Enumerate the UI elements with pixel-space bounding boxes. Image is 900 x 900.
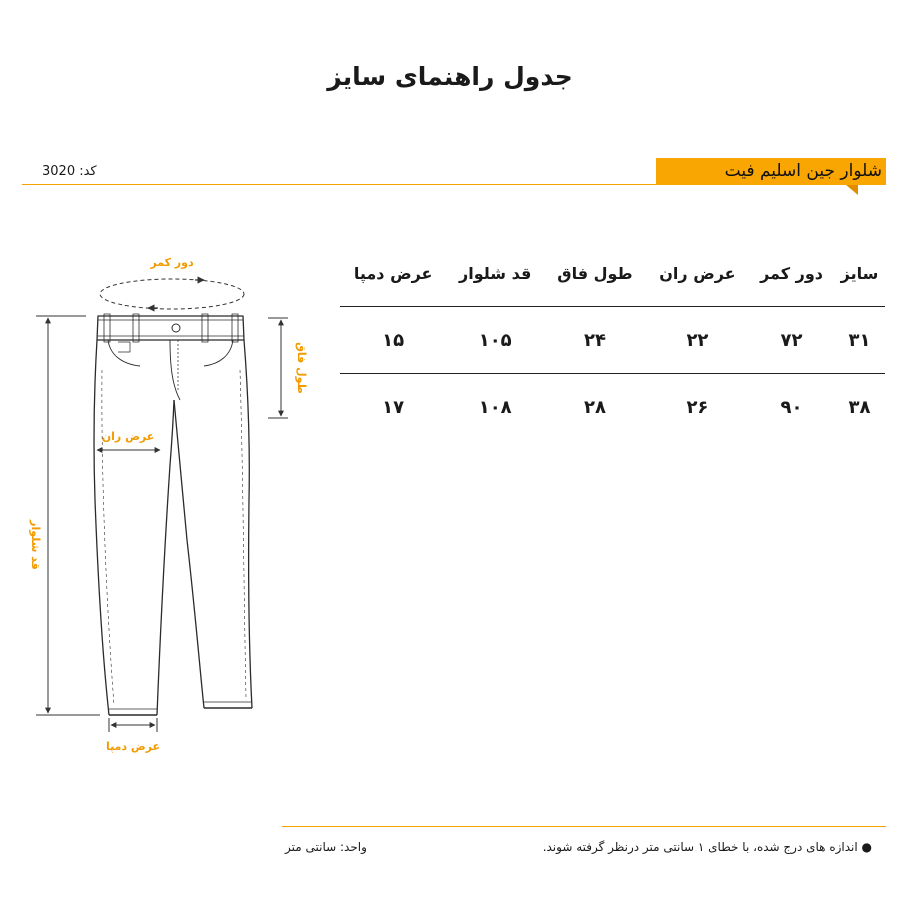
rise-label: طول فاق xyxy=(295,342,308,394)
footer-divider xyxy=(282,826,886,827)
table-cell: ۷۲ xyxy=(749,307,834,374)
product-code: کد: 3020 xyxy=(42,164,97,179)
size-table xyxy=(340,240,885,440)
tolerance-note-text: اندازه های درج شده، با خطای ۱ سانتی متر درنظر گرفته شوند. xyxy=(542,840,858,854)
rise-measure xyxy=(268,318,288,418)
column-header: دور کمر xyxy=(749,240,834,307)
pants-outline-icon xyxy=(94,314,252,715)
length-measure xyxy=(36,316,100,715)
thigh-label: عرض ران xyxy=(101,430,155,443)
column-header: طول فاق xyxy=(544,240,646,307)
product-name-banner: شلوار جین اسلیم فیت xyxy=(656,158,886,185)
bullet-icon: ● xyxy=(857,840,872,854)
hem-measure xyxy=(109,718,157,732)
waist-label: دور کمر xyxy=(150,256,194,269)
table-header-row xyxy=(340,240,885,307)
table-cell: ۹۰ xyxy=(780,396,803,418)
pants-measurement-diagram xyxy=(0,240,340,780)
table-cell: ۱۰۸ xyxy=(478,396,512,418)
header-divider xyxy=(22,184,656,185)
table-cell: ۱۷ xyxy=(382,396,405,418)
unit-label: واحد: سانتی متر xyxy=(285,840,367,854)
column-header: قد شلوار xyxy=(446,240,544,307)
table-row xyxy=(340,374,885,441)
table-cell: ۲۸ xyxy=(583,396,606,418)
column-header: عرض دمپا xyxy=(340,240,446,307)
table-cell: ۱۵ xyxy=(340,307,446,374)
table-cell: ۲۶ xyxy=(686,396,709,418)
table-cell: ۲۲ xyxy=(646,307,749,374)
table-cell: ۱۰۵ xyxy=(446,307,544,374)
table-cell: ۲۴ xyxy=(544,307,646,374)
hem-label: عرض دمپا xyxy=(105,740,161,753)
page-title: جدول راهنمای سایز xyxy=(327,62,573,91)
table-cell: ۳۸ xyxy=(848,396,871,418)
column-header: عرض ران xyxy=(646,240,749,307)
banner-tail xyxy=(846,185,858,195)
waist-measure-ellipse xyxy=(100,279,244,309)
tolerance-note xyxy=(543,840,872,854)
column-header: سایز xyxy=(834,240,885,307)
table-row xyxy=(340,307,885,374)
length-label: قد شلوار xyxy=(29,520,42,570)
table-cell: ۳۱ xyxy=(834,307,885,374)
